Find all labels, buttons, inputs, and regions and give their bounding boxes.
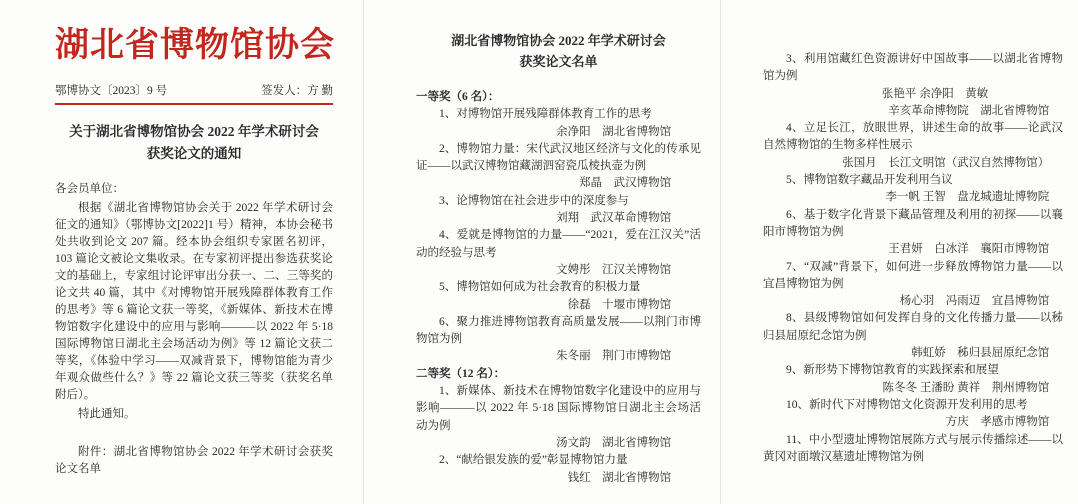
award-list-title-line1: 湖北省博物馆协会 2022 年学术研讨会 [451, 33, 666, 48]
paper-title: 10、新时代下对博物馆文化资源开发利用的思考 [786, 398, 1028, 411]
notice-title [55, 121, 333, 165]
author-museum-attribution: 钱红 湖北省博物馆 [567, 471, 672, 484]
paper-title: 6、聚力推进博物馆教育高质量发展——以荆门市博物馆为例 [416, 315, 701, 346]
author-museum-attribution: 朱冬丽 荆门市博物馆 [556, 350, 672, 363]
paper-title: 3、利用馆藏红色资源讲好中国故事——以湖北省博物馆为例 [763, 53, 1063, 83]
attachment-note: 附件：湖北省博物馆协会 2022 年学术研讨会获奖论文名单 [55, 446, 333, 475]
author-museum-attribution: 陈冬冬 王潘盼 黄祥 荆州博物馆 [882, 381, 1050, 394]
salutation: 各会员单位： [55, 183, 124, 195]
paper-title: 2、“献给银发族的爱”彰显博物馆力量 [439, 454, 628, 467]
document-number: 鄂博协文〔2023〕9 号 [55, 85, 168, 97]
paper-title: 4、立足长江，放眼世界，讲述生命的故事——论武汉自然博物馆的生物多样性展示 [763, 122, 1063, 152]
author-museum-attribution: 李一帆 王智 盘龙城遗址博物院 [885, 191, 1050, 204]
paper-title: 8、县级博物馆如何发挥自身的文化传播力量——以秭归县屈原纪念馆为例 [763, 312, 1063, 342]
closing-phrase: 特此通知。 [78, 408, 136, 420]
award-list [416, 89, 701, 487]
paper-title: 5、博物馆数字藏品开发利用刍议 [786, 174, 953, 187]
notice-body-paragraph: 根据《湖北省博物馆协会关于 2022 年学术研讨会征文的通知》（鄂博协文[2022]1 号）精神，本协会秘书处共收到论文 207 篇。经本协会组织专家匿名初评，103 篇论文被论文集收录。在专家初评提出参选获奖论文的基础上，专家组讨论评审出分获一、二、三等奖的论文共 40 篇，其中《对博物馆开展残障群体教育工作的思考》等 6 篇论文获一等奖，《新媒体、新技术在博物馆数字化建设中的应用与影响———以 2022 年 5·18 国际博物馆日湖北主会场活动为例》等 12 篇论文获二等奖，《体验中学习——双减背景下，博物馆能为青少年观众做些什么？》等 22 篇论文获三等奖（获奖名单附后）。 [55, 202, 333, 401]
author-museum-attribution: 徐磊 十堰市博物馆 [567, 298, 672, 311]
paper-title: 11、中小型遗址博物馆展陈方式与展示传播综述——以黄冈对面墩汉墓遗址博物馆为例 [763, 433, 1063, 463]
award-list-title [416, 30, 701, 72]
paper-title: 4、爱就是博物馆的力量——“2021，爱在江汉关”活动的经验与思考 [416, 229, 701, 259]
author-museum-attribution: 余净阳 湖北省博物馆 [556, 125, 672, 138]
author-museum-attribution: 刘翔 武汉革命博物馆 [556, 212, 672, 225]
notice-title-line1: 关于湖北省博物馆协会 2022 年学术研讨会 [69, 124, 319, 139]
author-names: 张艳平 余净阳 黄敏 [881, 87, 989, 100]
author-museum-attribution: 王君妍 白冰洋 襄阳市博物馆 [888, 243, 1050, 256]
author-museum-attribution: 方庆 孝感市博物馆 [945, 416, 1050, 429]
award-tier-header: 二等奖（12 名）： [416, 367, 506, 380]
author-museum-attribution: 韩虹娇 秭归县屈原纪念馆 [911, 347, 1050, 360]
paper-title: 5、博物馆如何成为社会教育的积极力量 [439, 281, 641, 294]
paper-title: 1、新媒体、新技术在博物馆数字化建设中的应用与影响———以 2022 年 5·18 国际博物馆日湖北主会场活动为例 [416, 385, 701, 432]
author-museum-attribution: 杨心羽 冯雨迈 宜昌博物馆 [899, 295, 1050, 308]
red-divider-rule [55, 103, 333, 105]
paper-title: 9、新形势下博物馆教育的实践探索和展望 [786, 364, 999, 377]
author-museum-attribution: 郑晶 武汉博物馆 [579, 177, 672, 190]
author-museum-attribution: 辛亥革命博物院 湖北省博物馆 [888, 104, 1050, 117]
author-museum-attribution: 汤文韵 湖北省博物馆 [556, 436, 672, 449]
paper-title: 3、论博物馆在社会进步中的深度参与 [439, 194, 629, 207]
notice-page [0, 0, 363, 504]
award-list [763, 51, 1063, 466]
author-museum-attribution: 文娉彤 江汉关博物馆 [556, 263, 672, 276]
notice-title-line2: 获奖论文的通知 [146, 146, 242, 161]
award-list-page-2 [720, 0, 1078, 504]
paper-title: 2、博物馆力量：宋代武汉地区经济与文化的传承见证——以武汉博物馆藏湖泗窑瓷瓜棱执壶为例 [416, 142, 701, 173]
paper-title: 6、基于数字化背景下藏品管理及利用的初探——以襄阳市博物馆为例 [763, 208, 1063, 238]
award-list-page-1 [363, 0, 721, 504]
document-meta-row [55, 82, 333, 98]
issuer-name: 签发人：方 勤 [261, 85, 333, 97]
paper-title: 1、对博物馆开展残障群体教育工作的思考 [439, 108, 652, 121]
author-museum-attribution: 张国月 长江文明馆（武汉自然博物馆） [842, 156, 1050, 169]
award-list-title-line2: 获奖论文名单 [519, 54, 598, 69]
paper-title: 7、“双减”背景下，如何进一步释放博物馆力量——以宜昌博物馆为例 [763, 260, 1063, 290]
award-tier-header: 一等奖（6 名）： [416, 91, 500, 103]
association-masthead: 湖北省博物馆协会 [55, 27, 335, 64]
